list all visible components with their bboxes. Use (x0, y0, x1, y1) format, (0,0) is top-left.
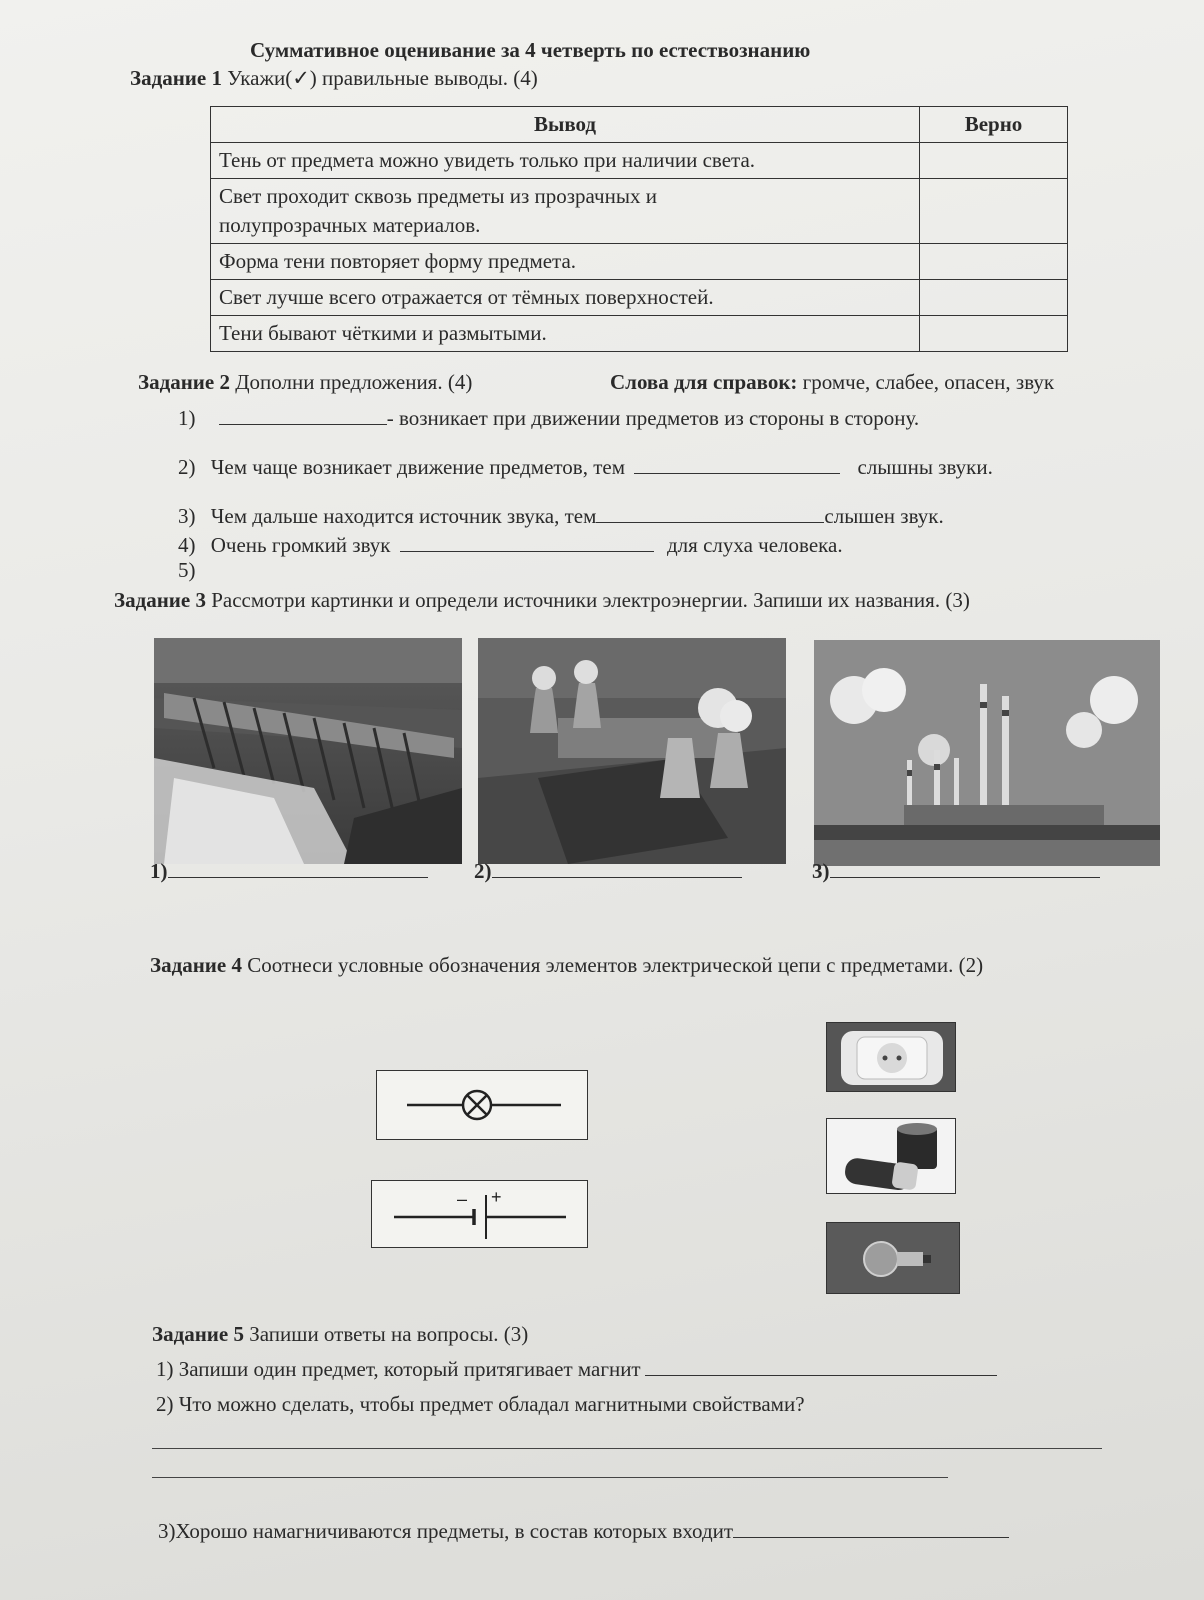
conclusion-text: Форма тени повторяет форму предмета. (211, 244, 920, 280)
item-number: 2) (178, 455, 196, 479)
table-row (211, 179, 1068, 244)
checkbox-cell[interactable] (920, 244, 1068, 280)
answer-label: 3) (812, 859, 830, 883)
sentence-1 (178, 405, 919, 431)
checkbox-cell[interactable] (920, 179, 1068, 244)
task4-heading (150, 953, 983, 978)
conclusion-text: Свет проходит сквозь предметы из прозрачных и полупрозрачных материалов. (211, 179, 920, 244)
light-bulb-image[interactable] (826, 1222, 960, 1294)
sentence-text: Очень громкий звук (210, 533, 391, 557)
table-row (211, 280, 1068, 316)
question-1 (156, 1356, 997, 1382)
battery-symbol-box[interactable] (371, 1180, 588, 1248)
question-2: 2) Что можно сделать, чтобы предмет обладал магнитными свойствами? (156, 1392, 805, 1416)
checkbox-cell[interactable] (920, 280, 1068, 316)
dam-photo (154, 638, 462, 864)
light-bulb-icon (827, 1223, 960, 1294)
sentence-text: - возникает при движении предметов из стороны в сторону. (386, 406, 920, 430)
conclusions-table (210, 106, 1068, 352)
answer-blank[interactable] (645, 1356, 997, 1376)
sentence-5: 5) (178, 558, 196, 582)
answer-blank[interactable] (168, 858, 428, 878)
table-row (211, 244, 1068, 280)
answer-line-3 (812, 858, 1100, 884)
socket-image[interactable] (826, 1022, 956, 1092)
question-text: 1) Запиши один предмет, который притягивает магнит (156, 1357, 641, 1381)
task3-heading (114, 588, 970, 613)
conclusion-text: Тень от предмета можно увидеть только при наличии света. (211, 143, 920, 179)
answer-line[interactable] (152, 1448, 1102, 1449)
lamp-symbol-box[interactable] (376, 1070, 588, 1140)
task3-label: Задание 3 (114, 588, 206, 612)
thermal-plant-photo (814, 640, 1160, 866)
answer-blank[interactable] (634, 454, 840, 474)
answer-blank[interactable] (400, 532, 654, 552)
sentence-text: слышны звуки. (857, 455, 993, 479)
answer-blank[interactable] (596, 503, 824, 523)
answer-blank[interactable] (492, 858, 742, 878)
sentence-3 (178, 503, 944, 529)
answer-line[interactable] (152, 1477, 948, 1478)
battery-symbol-icon (372, 1181, 589, 1249)
sentence-text: слышен звук. (824, 504, 944, 528)
sentence-2 (178, 454, 993, 480)
answer-blank[interactable] (733, 1518, 1009, 1538)
header-conclusion: Вывод (211, 107, 920, 143)
table-row (211, 143, 1068, 179)
question-3 (158, 1518, 1009, 1544)
task2-instruction: Дополни предложения. (4) (235, 370, 473, 394)
nuclear-plant-photo (478, 638, 786, 864)
battery-minus-label: – (457, 1189, 468, 1209)
task5-label: Задание 5 (152, 1322, 244, 1346)
batteries-image[interactable] (826, 1118, 956, 1194)
task1-heading (130, 66, 538, 91)
sentence-text: Чем чаще возникает движение предметов, тем (210, 455, 625, 479)
reference-words-list: громче, слабее, опасен, звук (802, 370, 1055, 394)
answer-blank[interactable] (219, 405, 387, 425)
task2-label: Задание 2 (138, 370, 230, 394)
checkbox-cell[interactable] (920, 316, 1068, 352)
task4-instruction: Соотнеси условные обозначения элементов электрической цепи с предметами. (2) (247, 953, 984, 977)
task1-label: Задание 1 (130, 66, 222, 90)
power-socket-icon (827, 1023, 956, 1092)
task5-heading (152, 1322, 528, 1347)
answer-blank[interactable] (830, 858, 1100, 878)
sentence-4 (178, 532, 843, 558)
answer-line-2 (474, 858, 742, 884)
question-text: 3)Хорошо намагничиваются предметы, в состав которых входит (158, 1519, 734, 1543)
task4-label: Задание 4 (150, 953, 242, 977)
answer-line-1 (150, 858, 428, 884)
checkbox-cell[interactable] (920, 143, 1068, 179)
task3-instruction: Рассмотри картинки и определи источники электроэнергии. Запиши их названия. (3) (211, 588, 970, 612)
reference-words (610, 370, 1054, 395)
answer-label: 2) (474, 859, 492, 883)
answer-label: 1) (150, 859, 168, 883)
lamp-symbol-icon (377, 1071, 589, 1141)
item-number: 1) (178, 406, 196, 430)
task1-instruction: Укажи(✓) правильные выводы. (4) (227, 66, 538, 90)
reference-words-label: Слова для справок: (610, 370, 798, 394)
sentence-text: для слуха человека. (667, 533, 843, 557)
header-correct: Верно (920, 107, 1068, 143)
task2-heading (138, 370, 472, 395)
battery-plus-label: + (491, 1187, 502, 1207)
conclusion-text: Свет лучше всего отражается от тёмных поверхностей. (211, 280, 920, 316)
item-number: 3) (178, 504, 196, 528)
page-title: Суммативное оценивание за 4 четверть по естествознанию (250, 38, 811, 62)
conclusion-text: Тени бывают чёткими и размытыми. (211, 316, 920, 352)
sentence-text: Чем дальше находится источник звука, тем (210, 504, 597, 528)
task5-instruction: Запиши ответы на вопросы. (3) (249, 1322, 529, 1346)
table-header-row (211, 107, 1068, 143)
item-number: 4) (178, 533, 196, 557)
table-row (211, 316, 1068, 352)
batteries-icon (827, 1119, 956, 1194)
